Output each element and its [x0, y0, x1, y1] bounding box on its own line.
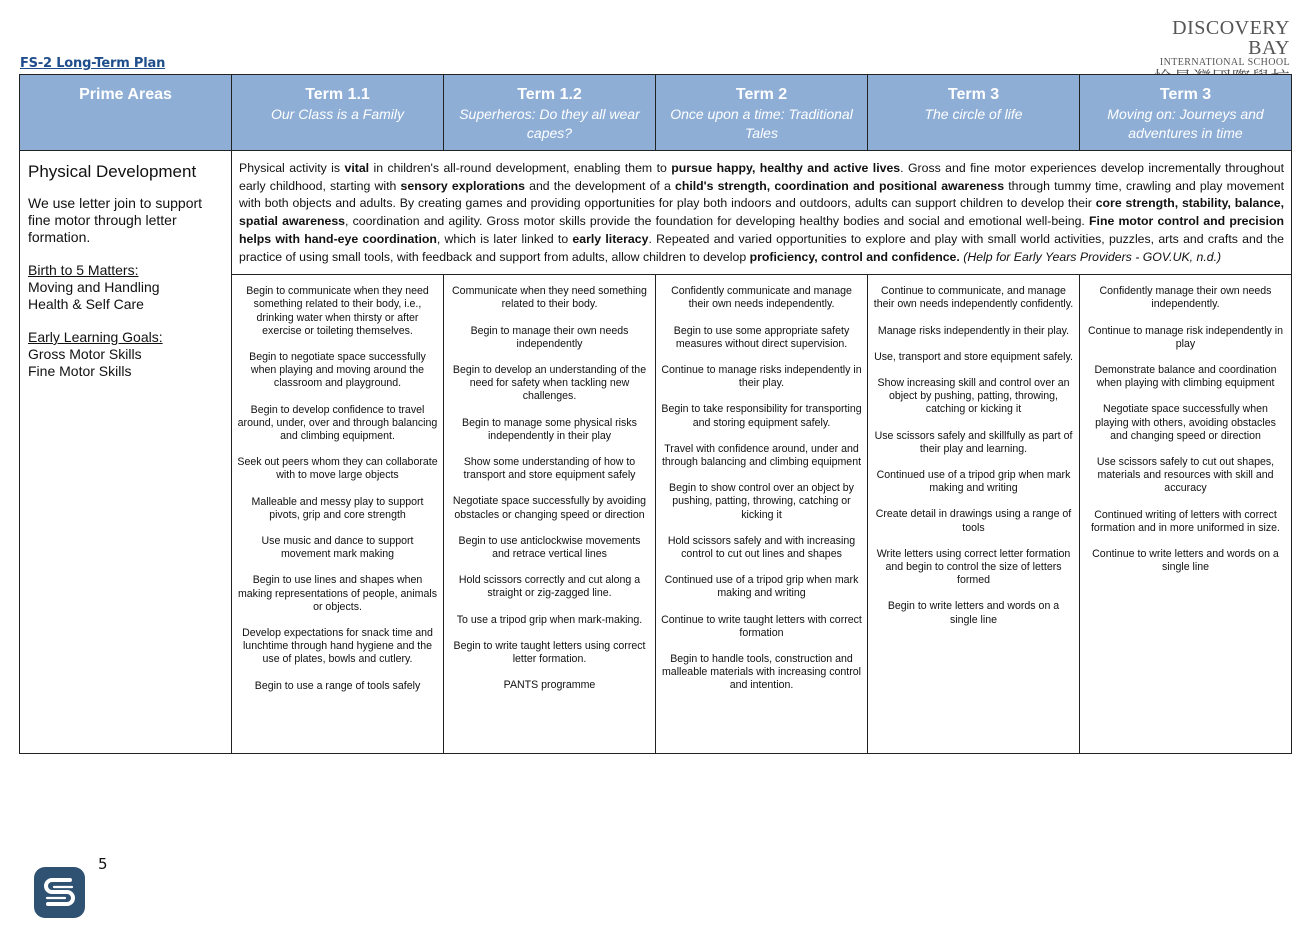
column-title: Term 3: [947, 86, 1000, 103]
birth-item: Moving and Handling: [28, 279, 160, 295]
elg-item: Gross Motor Skills: [28, 346, 142, 362]
objective-item: Begin to manage their own needs independently: [470, 324, 629, 350]
term-objectives-cell: [444, 275, 656, 754]
column-title: Term 2: [735, 86, 788, 103]
column-title: Prime Areas: [79, 86, 172, 103]
column-subtitle: Moving on: Journeys and adventures in time: [1107, 106, 1264, 141]
area-title: Physical Development: [28, 162, 197, 181]
objective-item: Begin to use some appropriate safety measures without direct supervision.: [673, 324, 850, 350]
objective-item: To use a tripod grip when mark-making.: [456, 613, 643, 626]
objective-item: Travel with confidence around, under and through balancing and climbing equipment: [661, 442, 862, 469]
objective-item: Begin to develop an understanding of the need for safety when tackling new challenges.: [452, 364, 647, 403]
objective-item: Develop expectations for snack time and lunchtime through hand hygiene and the use of plates, bowls and cutlery.: [242, 627, 433, 666]
school-name-line1: DISCOVERY BAY: [1172, 17, 1290, 59]
objective-item: Continue to write letters and words on a single line: [1092, 548, 1279, 574]
header-term-3b: [1080, 75, 1292, 151]
term-objectives-cell: [656, 275, 868, 754]
objective-item: Begin to take responsibility for transporting and storing equipment safely.: [661, 403, 862, 429]
objective-item: Continue to write taught letters with correct formation: [661, 613, 862, 639]
column-subtitle: The circle of life: [924, 106, 1023, 122]
objective-item: Begin to manage some physical risks independently in their play: [462, 416, 637, 442]
long-term-plan-table: [19, 74, 1292, 754]
objective-item: Begin to use a range of tools safely: [254, 679, 421, 692]
objective-item: Manage risks independently in their play.: [877, 324, 1070, 337]
objective-item: Show some understanding of how to transport and store equipment safely: [463, 456, 636, 482]
brand-logo-icon: [34, 867, 85, 918]
header-row: [20, 75, 1292, 151]
prime-area-cell: [20, 151, 232, 754]
objective-item: Continued use of a tripod grip when mark making and writing: [664, 574, 859, 600]
objective-item: Negotiate space successfully when playing with others, avoiding obstacles and changing speed or direction: [1095, 403, 1276, 442]
header-term-3a: [868, 75, 1080, 151]
objective-item: Hold scissors safely and with increasing control to cut out lines and shapes: [667, 534, 856, 561]
column-subtitle: Our Class is a Family: [270, 106, 405, 122]
term-objectives-cell: [1080, 275, 1292, 754]
objective-item: Continue to communicate, and manage their own needs independently confidently.: [873, 285, 1074, 311]
objective-item: Hold scissors correctly and cut along a straight or zig-zagged line.: [458, 574, 641, 600]
objective-item: Use, transport and store equipment safely.: [874, 350, 1073, 363]
column-subtitle: Once upon a time: Traditional Tales: [670, 106, 853, 141]
objective-item: Continue to manage risk independently in play: [1088, 324, 1283, 350]
term-objectives-cell: [868, 275, 1080, 754]
objective-item: Begin to negotiate space successfully when playing and moving around the classroom and playground.: [249, 351, 426, 390]
column-title: Term 3: [1159, 86, 1212, 103]
header-term-2: [656, 75, 868, 151]
elg-item: Fine Motor Skills: [28, 363, 132, 379]
objective-item: Continue to manage risks independently in their play.: [661, 364, 862, 390]
objective-item: Begin to use lines and shapes when making representations of people, animals or objects.: [237, 574, 438, 613]
overview-paragraph: Physical activity is vital in children's all-round development, enabling them to pursue happy, healthy and active lives. Gross and fine motor experiences develop incrementally throughout early childhood, starting with sensory explorations and the development of a child's strength, coordination and positional awareness through tummy time, crawling and play movement with both objects and adults. By creating games and providing opportunities for play both indoors and outdoors, adults can support children to develop their core strength, stability, balance, spatial awareness, coordination and agility. Gross motor skills provide the foundation for developing healthy bodies and social and emotional well-being. Fine motor control and precision helps with hand-eye coordination, which is later linked to early literacy. Repeated and varied opportunities to explore and play with small world activities, puzzles, arts and crafts and the practice of using small tools, with feedback and support from adults, allow children to develop proficiency, control and confidence. (Help for Early Years Providers - GOV.UK, n.d.): [232, 151, 1292, 275]
objective-item: Create detail in drawings using a range of tools: [875, 508, 1072, 534]
objective-item: Begin to write letters and words on a single line: [887, 600, 1060, 626]
early-learning-goals-heading: Early Learning Goals:: [28, 329, 163, 345]
objective-item: Communicate when they need something related to their body.: [452, 285, 647, 311]
objective-item: Seek out peers whom they can collaborate with to move large objects: [237, 456, 438, 482]
column-subtitle: Superheros: Do they all wear capes?: [459, 106, 640, 141]
page-number: 5: [98, 855, 108, 873]
objective-item: PANTS programme: [503, 679, 596, 692]
objective-item: Begin to handle tools, construction and malleable materials with increasing control and intention.: [661, 653, 861, 692]
objective-item: Continued use of a tripod grip when mark making and writing: [876, 469, 1071, 495]
birth-item: Health & Self Care: [28, 296, 144, 312]
column-title: Term 1.1: [305, 86, 370, 103]
objective-item: Continued writing of letters with correct formation and in more uniformed in size.: [1090, 508, 1280, 534]
document-title-link[interactable]: FS-2 Long-Term Plan: [20, 56, 166, 71]
header-term-1-1: [232, 75, 444, 151]
objective-item: Begin to use anticlockwise movements and retrace vertical lines: [458, 534, 641, 561]
objective-item: Use music and dance to support movement mark making: [261, 535, 414, 561]
header-term-1-2: [444, 75, 656, 151]
objective-item: Use scissors safely and skillfully as part of their play and learning.: [874, 429, 1073, 455]
objective-item: Confidently manage their own needs independently.: [1099, 285, 1272, 311]
objective-item: Demonstrate balance and coordination when playing with climbing equipment: [1094, 364, 1277, 390]
objective-item: Begin to develop confidence to travel around, under, over and through balancing and climbing equipment.: [237, 403, 438, 443]
objective-item: Malleable and messy play to support pivots, grip and core strength: [251, 495, 424, 521]
objective-item: Use scissors safely to cut out shapes, materials and resources with skill and accuracy: [1096, 456, 1275, 495]
objective-item: Write letters using correct letter formation and begin to control the size of letters formed: [876, 547, 1071, 587]
objective-item: Confidently communicate and manage their own needs independently.: [671, 285, 852, 311]
objective-item: Begin to communicate when they need something related to their body, i.e., drinking water when thirsty or after exercise or toileting themselves.: [246, 285, 429, 337]
birth-to-5-heading: Birth to 5 Matters:: [28, 262, 139, 278]
header-prime-areas: [20, 75, 232, 151]
objective-item: Negotiate space successfully by avoiding obstacles or changing speed or direction: [452, 495, 647, 521]
objective-item: Begin to write taught letters using correct letter formation.: [453, 639, 646, 666]
objective-item: Show increasing skill and control over an object by pushing, patting, throwing, catching or kicking it: [877, 377, 1070, 416]
physical-development-row: [20, 151, 1292, 275]
area-note: We use letter join to support fine motor through letter formation.: [28, 195, 203, 245]
column-title: Term 1.2: [517, 86, 582, 103]
objective-item: Begin to show control over an object by pushing, patting, throwing, catching or kicking it: [669, 482, 854, 521]
school-name-line2: INTERNATIONAL SCHOOL: [1159, 57, 1290, 68]
term-objectives-cell: [232, 275, 444, 754]
